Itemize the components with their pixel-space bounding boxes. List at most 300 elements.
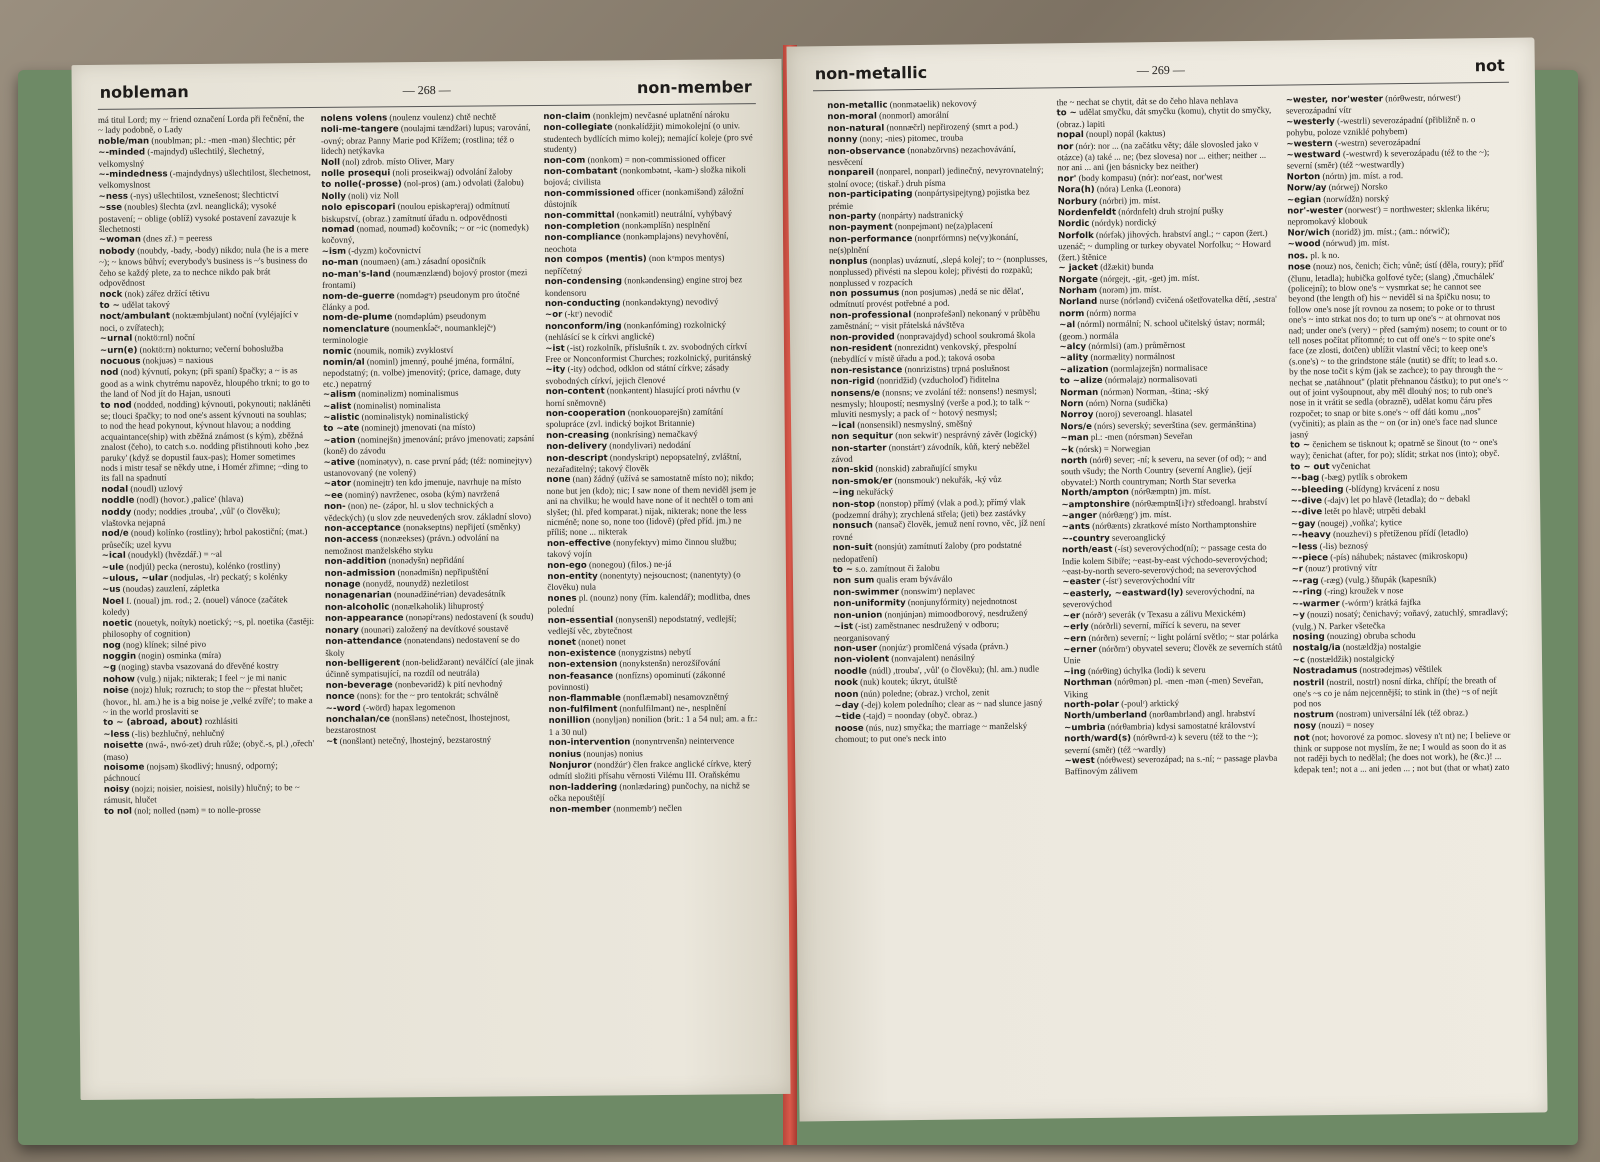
entry-headword: ~ity (545, 365, 566, 376)
entry-headword: ~alization (1059, 364, 1109, 376)
entry-headword: non-user (833, 643, 877, 654)
entry-headword: ~ation (323, 435, 356, 446)
entry-headword: non-stop (832, 499, 876, 510)
entry-headword: ~r (1291, 564, 1304, 575)
entry-definition: (norθambrlənd) angl. hrabství (1149, 708, 1256, 720)
entry-definition: (nonkrísing) nemačkavý (611, 428, 698, 440)
entry-headword: non-flammable (548, 692, 621, 704)
dictionary-entry (832, 518, 1052, 542)
entry-definition: rozhlásiti (204, 716, 238, 727)
dictionary-entry (545, 319, 758, 343)
dictionary-entry (98, 113, 311, 136)
entry-definition: (nol-pros) (am.) odvolati (žalobu) (403, 177, 524, 189)
entry-definition: (nogin) osminka (míra) (138, 649, 222, 661)
entry-headword: nosing (1292, 631, 1325, 643)
entry-definition: (nonplas) uváznutí, ,slepá kolej'; to ~ (nonplusses, nonplussed) přivésti na slepou kolej; přivésti do rozpaků; nonplussed v rozpacích (829, 253, 1048, 288)
entry-headword: ~ical (831, 420, 856, 431)
entry-headword: non-performance (828, 233, 913, 245)
entry-definition: (nórdnfelt) druh strojní pušky (1118, 205, 1224, 217)
entry-headword: non sum (832, 576, 875, 587)
dictionary-entry (1057, 138, 1277, 173)
dictionary-entry (1293, 674, 1513, 709)
entry-definition: (nonyljən) nonilion (brit.: 1 a 54 nul; am. a fr.: 1 a 30 nul) (548, 713, 758, 737)
entry-definition: (nonæekses) (právn.) odvolání na nemožnost manželského styku (324, 532, 500, 556)
dictionary-entry (99, 244, 312, 288)
entry-headword: Nora(h) (1057, 185, 1095, 196)
dictionary-entry (833, 540, 1053, 564)
entry-headword: to ~ (1056, 108, 1077, 119)
entry-headword: non-commissioned (543, 188, 635, 199)
left-page-number: — 268 — (402, 82, 451, 98)
entry-headword: north-polar (1063, 699, 1120, 711)
right-column-1 (827, 97, 1059, 1107)
entry-definition: (-pís) náhubek; nástavec (mikroskopu) (1330, 550, 1468, 563)
entry-definition: (nonmətəelik) nekovový (889, 98, 977, 110)
entry-definition: (-ist) zaměstnanec nesdružený v odboru; neorganisovaný (833, 619, 1000, 643)
entry-headword: to nod (100, 400, 132, 411)
entry-headword: nobody (99, 246, 136, 257)
dictionary-entry (549, 735, 762, 748)
entry-definition: s.o. zamítnout či žalobu (855, 562, 940, 574)
entry-headword: to nol (103, 806, 133, 817)
entry-headword: ~-mindedness (98, 169, 168, 180)
dictionary-entry (1290, 437, 1510, 461)
entry-definition: (nórðrn) severní; ~ light polární světlo; ~ star polárka (1088, 630, 1279, 643)
entry-headword: Nolly (321, 191, 346, 202)
entry-definition: (-lis) bezhlučný, nehlučný (131, 727, 225, 739)
dictionary-entry (325, 634, 538, 658)
entry-definition: (nonsmoukʳ) nekuřák, -ký vůz (894, 473, 1002, 486)
entry-headword: Nonjuror (548, 760, 592, 771)
entry-definition: (-ístʳ) severovýchodní vítr (1102, 575, 1195, 587)
entry-headword: noggin (102, 651, 137, 662)
entry-headword: ~westward (1286, 149, 1341, 161)
entry-headword: ~al (1059, 320, 1076, 331)
entry-definition: (nodded, nodding) kývnouti, pokynouti; nakláněti se; tlouci špačky; to nod one's assent kývnouti na souhlas; to nod the head pokynout, kývnout hlavou; a nodding acquaintance(ship) with zběžná známost (s kým), zběžná znalost (čeho), to catch s.o. nodding přistihnouti koho ,bez paruky' (když se dopustil faux-pas); Homer sometimes nods i mistr tesař se někdy utne, i Homér zřimne; ~ding to its fall na spadnutí (100, 397, 311, 484)
entry-headword: nor'-wester (1287, 205, 1343, 217)
entry-definition: (nonətendəns) nedostavení se do školy (325, 634, 520, 658)
entry-headword: nostrum (1293, 709, 1334, 721)
entry-definition: (nouzi) = nosey (1318, 719, 1375, 731)
entry-definition: (non) ne- (zápor, hl. u slov technických a vědeckých) (u slov zde neuvedených srov. základní slovo) (324, 499, 532, 523)
entry-definition: (noli proseikwaj) odvolání žaloby (392, 166, 513, 178)
entry-headword: non-delivery (546, 441, 608, 453)
entry-headword: non-completion (544, 221, 620, 233)
entry-definition: (noumik, nomik) zvykloství (353, 344, 454, 356)
entry-definition: (non kᵒmpos mentys) nepříčetný (544, 252, 725, 276)
entry-headword: north/ward(s) (1064, 733, 1132, 745)
entry-definition: (nomad, nouməd) kočovník; ~ or ~ic (nomedyk) kočovný, (321, 222, 529, 246)
entry-headword: ~sse (98, 202, 123, 214)
entry-definition: (nonəpíᵉrəns) nedostavení (k soudu) (405, 611, 534, 623)
entry-definition: (nwá-, nwó-zet) druh růže; (obyč.-s, pl.) ,ořech' (maso) (103, 738, 315, 762)
entry-definition: (nonprəvajdyd) school soukromá škola (896, 329, 1036, 341)
entry-definition: (nonjúzʳ) promlčená výsada (právn.) (878, 640, 1009, 653)
entry-headword: non-creasing (546, 430, 610, 441)
entry-headword: nom-de-plume (322, 312, 393, 324)
entry-definition: (nominəlist) nominalista (353, 399, 441, 411)
entry-headword: ~ator (323, 479, 352, 490)
entry-headword: non- (323, 501, 346, 513)
entry-definition: má titul Lord; my ~ friend označení Lorda při řečnění, the ~ lady podobně, o Lady (97, 113, 305, 136)
entry-headword: to ~ (abroad, about) (103, 717, 203, 729)
left-column-1 (98, 113, 319, 1086)
entry-headword: Noel (102, 596, 125, 607)
dictionary-entry (100, 365, 313, 399)
dictionary-entry (103, 738, 316, 762)
entry-definition: (nuk) koutek; úkryt, útulště (860, 675, 958, 687)
entry-definition: (nórθwest) severozápad; na s.-ní; ~ passage plavba Baffinovým zálivem (1064, 752, 1278, 777)
entry-definition: (-íst) severovýchod(ní); ~ passage cesta do Indie kolem Sibiře; ~east-by-east východo-severovýchod; ~east-by-north severo-severovýchod; na severovýchod (1062, 542, 1268, 577)
entry-headword: ~t (326, 736, 338, 747)
entry-headword: nonce (325, 691, 355, 703)
entry-definition: nekuřácký (856, 486, 894, 498)
entry-headword: no-man (321, 257, 359, 269)
dictionary-entry (322, 289, 535, 313)
dictionary-entry (828, 165, 1048, 189)
entry-definition: (vulg.) nijak; nikterak; I feel ~ je mi nanic (137, 671, 287, 684)
entry-headword: nohow (102, 674, 135, 685)
entry-definition: (noubdy, -bady, -body) nikdo; nula (he is a mere ~); ~ knows bůhví; everybody's business is ~'s business do čeho se každý plete, za to nechce nikdo pak brát odpovědnost (99, 243, 309, 288)
entry-headword: non-ego (547, 560, 587, 571)
dictionary-entry (104, 782, 317, 806)
entry-definition: (nonmorl) amorální (879, 110, 949, 121)
entry-headword: non-effective (546, 538, 611, 549)
entry-definition: (nórm) norma (1086, 307, 1137, 318)
dictionary-entry (98, 167, 311, 191)
entry-definition: (nonpártysipejtyng) pojistka bez prémie (828, 186, 1030, 211)
entry-definition: (nojzi; noisier, noisiest, noisily) hlučný; to be ~ rámusit, hlučet (103, 781, 300, 806)
entry-headword: to ~ out (1290, 461, 1330, 473)
entry-headword: ~g (102, 663, 117, 674)
entry-definition: (-ring) kroužek v nose (1324, 585, 1404, 597)
entry-definition: (nór): nor ... (na začátku věty; dále slovosled jako v otázce) (a) také ... ne; (bez slovesa) nor ... either; neither ... nor ani ... ani (jen básnicky bez neither) (1057, 138, 1267, 173)
entry-definition: (noubles) šlechta (zvl. neanglická); vysoké postavení; ~ oblige (oblíž) vysoké postavení zavazuje k šlechetnosti (98, 200, 297, 234)
entry-definition: (body kompasu) (nór): nor'east, nor'west (1078, 171, 1223, 183)
entry-headword: ~c (1292, 655, 1306, 666)
dictionary-entry (324, 533, 537, 557)
entry-headword: ~er (1062, 610, 1081, 621)
entry-definition: (nórθambria) kdysi samostatné království (1107, 719, 1256, 732)
entry-definition: (nórθwestr, nórwestʳ) severozápadní vítr (1285, 92, 1461, 116)
entry-definition: (-ktʳ) nevodič (564, 308, 613, 320)
entry-headword: ~-heavy (1291, 530, 1331, 541)
entry-headword: ~alistic (323, 412, 360, 423)
dictionary-entry (323, 433, 536, 457)
dictionary-entry (321, 200, 534, 224)
entry-definition: čenichem se tisknout k; opatrně se šinout (to ~ one's way); čenichat (after, for po); slídit; strkat nos (into); obyč. (1290, 436, 1500, 461)
entry-definition: (nostrədejməs) věštilek (1359, 663, 1443, 675)
entry-headword: nog (102, 640, 121, 651)
dictionary-entry (546, 451, 759, 475)
entry-definition: I. (noual) jm. rod.; 2. (nouel) vánoce (začátek koledy) (102, 594, 288, 618)
entry-headword: ~ism (321, 246, 347, 257)
entry-headword: ~tide (834, 712, 861, 723)
entry-definition: (nostældžik) nostalgický (1307, 652, 1395, 665)
entry-headword: non-condensing (544, 276, 623, 288)
entry-headword: nod/e (101, 529, 129, 540)
entry-definition: (nouzi) nosatý; čenichavý; voňavý, zatuchlý, smradlavý; (vulg.) N. Parker všetečka (1292, 606, 1509, 631)
dictionary-entry (831, 440, 1051, 464)
entry-headword: nolo episcopari (321, 202, 396, 214)
entry-definition: (-blídyng) krvácení z nosu (1345, 482, 1440, 494)
entry-headword: noose (834, 723, 864, 734)
dictionary-entry (324, 455, 537, 479)
left-column-3 (543, 109, 764, 1082)
entry-definition: (nostril, nostrl) nosní dírka, chřípí; the breath of one's ~s co je nám nejcennější; to stink in (the) ~s of nejít pod nos (1292, 674, 1498, 709)
entry-headword: non-metallic (827, 100, 888, 112)
entry-headword: non-beverage (325, 680, 393, 691)
dictionary-entry (832, 496, 1052, 520)
dictionary-entry (1061, 453, 1281, 488)
entry-definition: (nondžúrʳ) člen frakce anglické církve, který odmítl složiti přísahu věrnosti Vilému III. Oraňskému (549, 758, 752, 782)
entry-headword: non-combatant (543, 166, 618, 178)
entry-definition: (nokjuəs) = naxious (142, 354, 214, 366)
entry-definition: (nún) poledne; (obraz.) vrchol, zenit (860, 686, 990, 699)
entry-definition: (nonstop) přímý (vlak a pod.); přímý vlak (podzemní dráhy); zrychlená střela; (jeti) bez zastávky (832, 496, 1026, 521)
entry-definition: (nús, nuz) smyčka; the marriage ~ manželský chomout; to put one's neck into (834, 720, 1028, 745)
entry-headword: ~-bag (1290, 473, 1320, 484)
entry-headword: non-uniformity (833, 598, 906, 610)
entry-headword: ~y (1292, 610, 1305, 621)
dictionary-entry (829, 231, 1049, 255)
entry-definition: (-ist) rozkolník, příslušník t. zv. svobodných církví Free or Nonconformist Churches; rozkolnický, puritánský (545, 340, 752, 364)
entry-headword: Norw/ay (1286, 183, 1327, 194)
dictionary-entry (102, 616, 315, 640)
entry-headword: nonpareil (827, 167, 875, 179)
entry-headword: to ~alize (1059, 375, 1103, 387)
entry-headword: non-admission (324, 567, 396, 579)
entry-headword: nonagenarian (324, 590, 392, 602)
entry-headword: nomenclature (322, 324, 390, 335)
entry-definition: (nons): for the ~ pro tentokrát; schválně (356, 689, 499, 701)
entry-definition: (nonfulfilmənt) ne-, nesplnění (619, 702, 727, 714)
entry-headword: nom-de-guerre (322, 290, 395, 302)
entry-headword: ~alist (323, 401, 352, 412)
dictionary-entry (321, 178, 534, 191)
entry-headword: nostalg/ia (1292, 643, 1341, 654)
entry-definition: (nouetyk, noítyk) noetický; ~s, pl. noetika (častěji: philosophy of cognition) (102, 615, 315, 639)
entry-headword: Nordic (1057, 219, 1090, 230)
entry-headword: non-resistance (830, 364, 903, 376)
dictionary-entry (1064, 731, 1284, 755)
dictionary-entry (547, 536, 760, 560)
entry-definition: (noud) kolínko (rostliny); hrbol pakostiční; (mat.) průsečík; uzel kyvu (101, 526, 308, 550)
entry-definition: (nondyskript) nepopsatelný, zvláštní, nezařaditelný; takový člověk (546, 450, 742, 474)
entry-headword: non-provided (829, 331, 895, 343)
entry-headword: non-party (828, 211, 877, 223)
entry-headword: noddle (101, 495, 135, 507)
entry-headword: none (546, 475, 571, 486)
entry-definition: officer (nonkəmišənd) záložní důstojník (544, 186, 744, 210)
entry-definition: (-lis) beznosý (1319, 540, 1369, 551)
entry-definition: pl. k no. (1310, 249, 1340, 260)
entry-headword: nodal (101, 484, 129, 495)
entry-headword: North/ampton (1061, 487, 1130, 499)
entry-headword: noisy (103, 784, 130, 795)
entry-headword: nopal (1056, 130, 1084, 141)
dictionary-entry (547, 591, 760, 615)
dictionary-entry (830, 340, 1050, 364)
entry-headword: nose (1287, 262, 1311, 273)
entry-definition: (džækit) bunda (1100, 261, 1154, 272)
left-page-columns (98, 109, 764, 1086)
left-column-2 (321, 111, 542, 1084)
entry-definition: (nodl) (hovor.) ,palice' (hlava) (136, 493, 244, 505)
entry-headword: noon (834, 689, 859, 700)
entry-headword: non-entity (547, 571, 598, 583)
entry-definition: (nonkəndəktyng) nevodivý (622, 296, 719, 308)
entry-definition: (nórdyk) nordický (1091, 217, 1157, 229)
entry-headword: ~amptonshire (1061, 499, 1130, 510)
entry-definition: (nonsns; ve zvolání též: nonsens!) nesmysl; nesmysly; hloupostí; nesmyslný (verše a pod.); to talk ~ mluviti nesmysly; a pack of ~ hotový nesmysl; (830, 385, 1037, 420)
entry-definition: (nonfízns) opominutí (zákonné povinnosti) (548, 669, 726, 693)
dictionary-entry (326, 734, 539, 747)
entry-headword: nock (99, 289, 123, 300)
entry-headword: ~ist (545, 343, 565, 354)
dictionary-entry (545, 341, 758, 365)
entry-definition: (nonkəmplajəns) nevyhovění, neochota (544, 230, 729, 254)
dictionary-entry (102, 526, 315, 550)
dictionary-entry (544, 164, 757, 188)
dictionary-entry (548, 669, 761, 693)
entry-headword: nonet (547, 637, 577, 648)
entry-headword: non-fulfilment (548, 704, 618, 715)
entry-headword: ~-rag (1291, 576, 1319, 587)
dictionary-entry (1063, 642, 1283, 666)
entry-definition: (nórθænts) zkratkové místo Northamptonshire (1092, 519, 1257, 532)
entry-headword: non-participating (828, 189, 913, 201)
entry-definition: (noudl) uzlový (130, 482, 183, 494)
entry-definition: (non sekwitʳ) nesprávný závěr (logický) (895, 428, 1037, 441)
entry-definition: (noridž) jm. míst.; (am.: nórwič); (1332, 225, 1450, 237)
entry-headword: nonsuch (832, 521, 873, 532)
entry-headword: nonillion (548, 715, 591, 727)
entry-definition: (norwídžn) norský (1323, 192, 1390, 204)
entry-definition: (nonsensikl) nesmyslný, směšný (857, 418, 973, 430)
entry-definition: (nomdəgᵉr) pseudonym pro útočné články a pod. (322, 288, 520, 312)
entry-definition: (nonšləns) netečnost, lhostejnost, bezstarostnost (325, 712, 511, 736)
left-guide-word-last: non-member (636, 77, 752, 98)
dictionary-entry (104, 760, 317, 784)
entry-definition: (nonlædəring) punčochy, na nichž se očka nepouštějí (549, 780, 750, 804)
dictionary-entry (322, 222, 535, 246)
entry-headword: noodle (834, 666, 868, 677)
entry-headword: ~or (544, 310, 563, 321)
entry-definition: (nouməen) (am.) zásadní oposičník (360, 255, 486, 267)
entry-headword: ~-warmer (1291, 598, 1340, 610)
dictionary-entry (546, 384, 759, 408)
entry-headword: ~-country (1061, 533, 1110, 545)
dictionary-entry (321, 122, 534, 156)
entry-definition: (nórml) normální; N. school učitelský ústav; normál; (geom.) normála (1059, 316, 1265, 341)
dictionary-entry (324, 476, 537, 489)
entry-headword: Northman (1063, 677, 1113, 689)
entry-definition: pl. (nounz) nony (řím. kalendář); modlitba, dnes polední (547, 591, 751, 615)
right-guide-word-last: not (1474, 55, 1505, 76)
entry-definition: (-westwrd) k severozápadu (též to the ~); severní (směr) (též ~westwardly) (1286, 147, 1490, 171)
entry-headword: Norbury (1057, 196, 1098, 207)
entry-headword: noetic (102, 618, 133, 629)
entry-headword: ~ality (1059, 353, 1089, 364)
entry-definition: (nonkəmplíšn) nesplnění (622, 219, 711, 231)
entry-definition: (noumænzlænd) bojový prostor (mezi frontami) (322, 266, 528, 291)
entry-headword: nostril (1292, 677, 1325, 689)
dictionary-entry (326, 712, 539, 736)
entry-definition: (non posjuməs) ,nedá se nic dělat', odmítnutí provést potřebné a pod. (829, 285, 1024, 310)
entry-headword: non-content (545, 386, 605, 398)
entry-definition: (noulenz voulenz) chtě nechtě (389, 111, 497, 123)
entry-headword: ~-piece (1291, 553, 1329, 564)
entry-headword: nolle prosequi (321, 168, 391, 179)
entry-headword: north (1060, 455, 1088, 467)
dictionary-entry (1064, 753, 1284, 777)
left-page (71, 59, 790, 1100)
entry-headword: ~wester, nor'wester (1285, 94, 1384, 106)
dictionary-entry (1057, 105, 1277, 129)
dictionary-entry (549, 802, 762, 815)
entry-headword: non possumus (829, 288, 900, 300)
dictionary-entry (100, 343, 313, 356)
entry-definition: (noumenkĺəčᵉ, noumanklejčᵉ) terminologie (322, 322, 496, 346)
entry-definition: (nominejt) jmenovati (na místo) (361, 421, 476, 433)
entry-definition: the ~ nechat se chytit, dát se do čeho hlava nehlava (1056, 95, 1239, 108)
entry-definition: (nostrəm) universální lék (též obraz.) (1336, 707, 1468, 719)
dictionary-entry (1058, 228, 1278, 263)
entry-definition: (nonjunyfórmity) nejednotnost (907, 596, 1018, 608)
dictionary-entry (102, 594, 315, 618)
entry-definition: (nounədžinéᵉriən) devadesátník (393, 588, 506, 600)
entry-headword: non-suit (832, 542, 873, 554)
entry-headword: ~less (1291, 541, 1318, 553)
entry-definition: (-dej) kolem poledního; clear as ~ nad slunce jasný (861, 697, 1043, 710)
entry-headword: ~ness (98, 191, 129, 202)
entry-headword: to ~ate (323, 423, 360, 435)
entry-headword: non-rigid (830, 376, 875, 388)
entry-definition: (nol; nolled (nəm) = to nolle-prosse (134, 804, 261, 816)
entry-headword: nonsens/e (830, 388, 881, 399)
entry-headword: ~ule (101, 562, 125, 573)
entry-headword: non-swimmer (833, 587, 899, 598)
entry-headword: non-feasance (548, 671, 614, 682)
dictionary-entry (546, 473, 759, 538)
entry-definition: (nounəri) založený na devítkové soustavě (361, 623, 509, 635)
dictionary-entry (545, 274, 758, 298)
entry-definition: (nonyfektyv) mimo činnou službu; takový vojín (547, 536, 737, 560)
entry-definition: (noulou episkəpᵉeraj) odmítnutí biskupství, (obraz.) zamítnutí úřadu n. odpovědnosti (321, 200, 510, 224)
dictionary-entry (1062, 585, 1282, 609)
entry-headword: non-smok/er (831, 476, 893, 487)
entry-headword: ~ist (833, 621, 853, 633)
entry-headword: ~ee (323, 490, 343, 501)
entry-headword: non-payment (828, 222, 893, 234)
entry-definition: (not; hovorové za pomoc. slovesy n't nt) ne; I believe or think or suppose not myslím, že ne; I would as soon do it as not raději bych to nedělal; (he does not work), he (&c.)! ... kdepak ten!; not a ... ani jeden ... ; not but (that or what) zato (1293, 729, 1511, 775)
entry-definition: (nórmlsi) (am.) průměrnost (1088, 339, 1186, 351)
entry-headword: ~ulous, ~ular (101, 573, 168, 584)
entry-headword: nomad (321, 224, 355, 236)
entry-definition: (nonmembʳ) nečlen (613, 802, 682, 814)
entry-definition: (-tajd) = noonday (obyč. obraz.) (863, 709, 978, 722)
entry-definition: (nonkəlídžjit) mimokolejní (o univ. studentech bydlících mimo kolej); nemající koleje (pro své studenty) (543, 120, 753, 155)
entry-headword: to ~ (1289, 440, 1311, 451)
dictionary-entry (548, 613, 761, 637)
entry-headword: ~ical (101, 550, 126, 562)
entry-definition: (nonnæčrl) nepřirozený (smrt a pod.) (886, 120, 1018, 133)
entry-headword: ~day (834, 700, 860, 712)
dictionary-entry (549, 713, 762, 737)
dictionary-entry (322, 322, 535, 346)
entry-definition: (nominl) jmenný, pouhé jména, formální, nepodstatný; (n. volbe) jmenovitý; (price, damage, duty etc.) nepatrný (322, 355, 521, 389)
